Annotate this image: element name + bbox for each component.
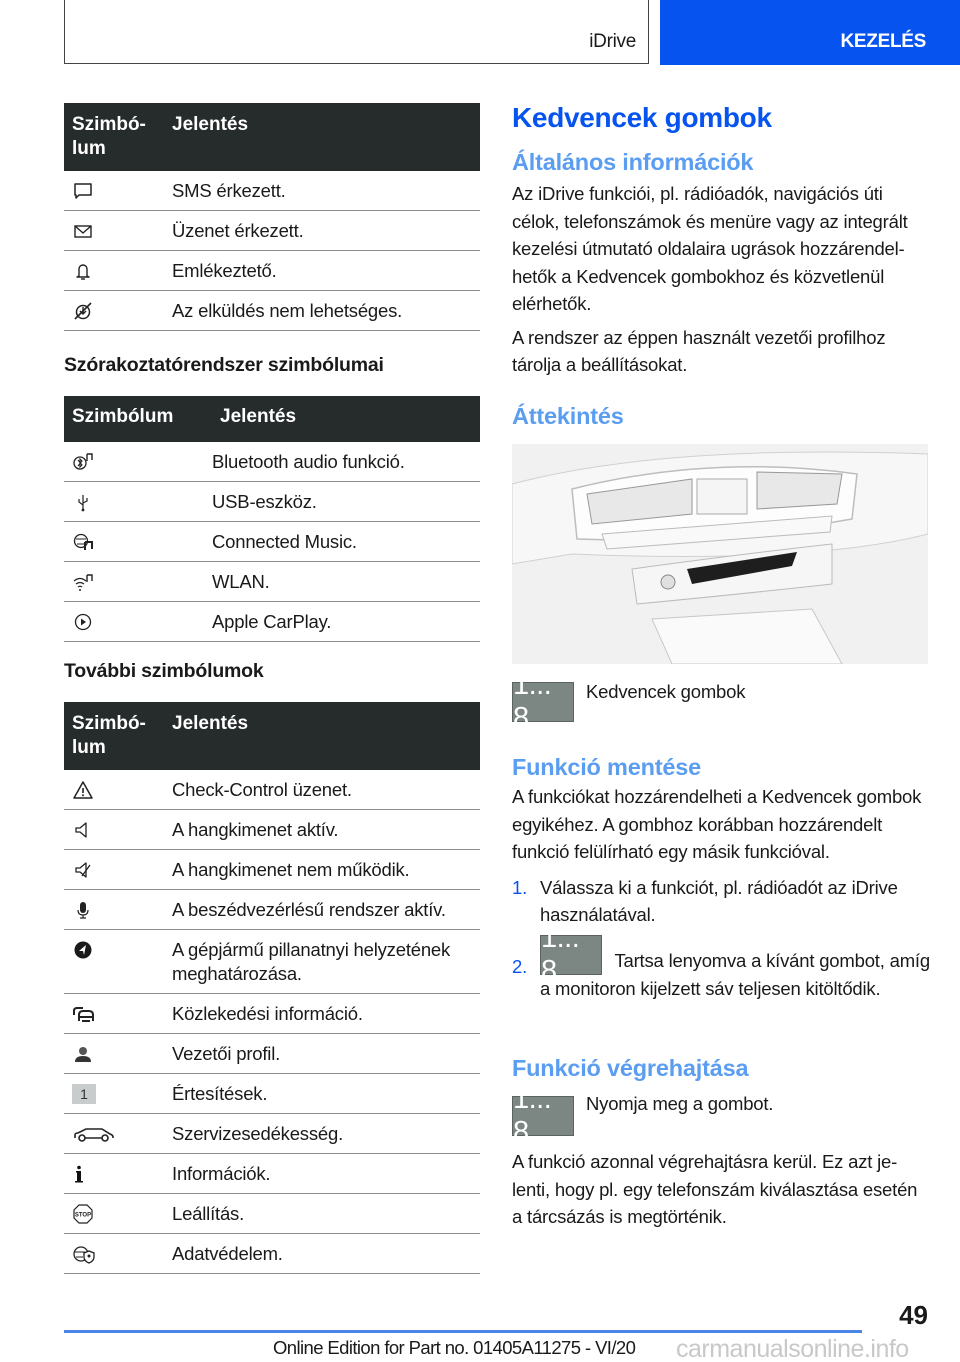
general-info-paragraph-1: Az iDrive funkciói, pl. rádióadók, navigációs úti célok, telefonszámok és menüre vagy az integrált kezelési útmutató oldalaira ugrások hozzárendelhetők a Kedvencek gombokhoz és közvetlenül elérhetők. (512, 183, 908, 314)
row-text: Értesítések. (172, 1083, 268, 1104)
row-text: Adatvédelem. (172, 1243, 283, 1264)
wlan-music-icon (72, 571, 94, 593)
row-text: Connected Music. (212, 531, 357, 552)
row-text: WLAN. (212, 571, 270, 592)
page-title: Kedvencek gombok (512, 102, 772, 133)
row-text: Információk. (172, 1163, 271, 1184)
table-row (64, 251, 480, 291)
sms-bubble-icon (72, 180, 94, 202)
envelope-icon (72, 220, 94, 242)
traffic-info-icon (72, 1003, 98, 1025)
row-text: Emlékeztető. (172, 260, 277, 281)
header-symbol-line2: lum (72, 138, 106, 159)
entertainment-symbol-table (64, 396, 480, 642)
header-meaning: Jelentés (220, 406, 297, 427)
table-row (64, 482, 480, 522)
header-chapter-label: KEZELÉS (840, 31, 926, 52)
table-row (64, 1114, 480, 1154)
row-text: Szervizesedékesség. (172, 1123, 344, 1144)
header-meaning: Jelentés (172, 713, 249, 734)
save-function-paragraph: A funkciókat hozzárendelheti a Kedvencek gombok egyikéhez. A gombhoz korábban hozzárendelt funkció felülírható egy másik funkcióval. (512, 786, 922, 862)
row-text: Apple CarPlay. (212, 611, 332, 632)
header-symbol: Szimbólum (72, 406, 174, 427)
step-text: Válassza ki a funkciót, pl. rádióadót az iDrive használatával. (540, 876, 898, 925)
carplay-icon (72, 611, 94, 633)
row-text: Vezetői profil. (172, 1043, 281, 1064)
driver-profile-icon (72, 1043, 94, 1065)
row-text: SMS érkezett. (172, 180, 286, 201)
table-row (64, 1194, 480, 1234)
table-row (64, 930, 480, 994)
header-symbol-line1: Szimbó- (72, 114, 146, 135)
overview-caption-row (512, 669, 932, 734)
info-icon (72, 1163, 94, 1185)
svg-text:STOP: STOP (74, 1212, 92, 1219)
execute-function-heading: Funkció végrehajtása (512, 1055, 749, 1081)
car-service-icon (72, 1123, 116, 1145)
row-text: Közlekedési információ. (172, 1003, 363, 1024)
overview-heading: Áttekintés (512, 402, 624, 429)
save-function-heading: Funkció mentése (512, 754, 701, 780)
execute-paragraph: A funkció azonnal végrehajtásra kerül. Ez azt jelenti, hogy pl. egy telefonszám kiválasztása esetén a tárcsázás is megtörténik. (512, 1151, 918, 1227)
microphone-icon (72, 899, 94, 921)
table-header (64, 103, 480, 171)
row-text: Leállítás. (172, 1203, 245, 1224)
header-symbol (72, 113, 172, 161)
step-body (540, 921, 930, 1003)
header-section-label: iDrive (589, 31, 636, 52)
messages-symbol-table (64, 103, 480, 331)
table-row (64, 1154, 480, 1194)
table-row (64, 810, 480, 850)
step-number: 2. (512, 955, 528, 977)
table-row (64, 770, 480, 810)
other-symbols-section-title: További szimbólumok (64, 660, 264, 682)
table-row (64, 291, 480, 331)
step-number: 1. (512, 876, 528, 898)
footer-divider (64, 1330, 862, 1333)
execute-badge-row (512, 1083, 932, 1148)
caption-row (512, 669, 932, 734)
favourite-buttons-badge: 1... 8 (512, 682, 574, 722)
execute-function-section (512, 1055, 932, 1231)
table-row (64, 994, 480, 1034)
stop-icon (72, 1203, 94, 1225)
table-row (64, 1074, 480, 1114)
footer-watermark: carmanualsonline.info (676, 1335, 909, 1362)
row-text: Check-Control üzenet. (172, 779, 352, 800)
speaker-icon (72, 819, 94, 841)
table-row (64, 850, 480, 890)
table-row (64, 442, 480, 482)
favourites-content (512, 102, 932, 430)
table-row (64, 602, 480, 642)
row-text: A hangkimenet nem működik. (172, 859, 410, 880)
favourite-buttons-badge: 1... 8 (540, 935, 602, 975)
send-disabled-icon (72, 300, 94, 322)
row-text: A hangkimenet aktív. (172, 819, 339, 840)
footer-edition: Online Edition for Part no. 01405A11275 - VI/20 (273, 1337, 636, 1358)
header-symbol-line2: lum (72, 737, 106, 758)
other-symbol-table (64, 702, 480, 1274)
step-text: Tartsa lenyomva a kívánt gombot, amíg a monitoron kijelzett sáv teljesen kitöltődik. (540, 950, 930, 999)
favourite-buttons-badge: 1... 8 (512, 1096, 574, 1136)
table-row (64, 890, 480, 930)
row-text: A beszédvezérlésű rendszer aktív. (172, 899, 446, 920)
location-arrow-icon (72, 939, 94, 961)
dashboard-illustration (512, 444, 928, 664)
table-header (64, 396, 480, 442)
table-row (64, 1034, 480, 1074)
table-header (64, 702, 480, 770)
header-symbol (72, 712, 172, 760)
step-2 (512, 921, 932, 1003)
row-text: Az elküldés nem lehetséges. (172, 300, 403, 321)
speaker-muted-icon (72, 859, 94, 881)
table-row (64, 171, 480, 211)
row-text: Bluetooth audio funkció. (212, 451, 405, 472)
header-section-box (64, 0, 649, 64)
notification-count-icon: 1 (72, 1084, 96, 1104)
entertainment-section-title: Szórakoztatórendszer szimbólumai (64, 354, 384, 376)
header-chapter-tab (660, 0, 960, 65)
step-1 (512, 874, 932, 929)
overview-caption: Kedvencek gombok (586, 681, 746, 702)
table-row (64, 1234, 480, 1274)
usb-icon (72, 491, 94, 513)
table-row (64, 211, 480, 251)
data-privacy-icon (72, 1243, 98, 1265)
row-text: USB-eszköz. (212, 491, 317, 512)
table-row (64, 562, 480, 602)
warning-triangle-icon (72, 779, 94, 801)
bell-icon (72, 260, 94, 282)
save-function-section (512, 754, 932, 1002)
table-row (64, 522, 480, 562)
bluetooth-audio-icon (72, 451, 94, 473)
connected-music-icon (72, 531, 94, 553)
general-info-paragraph-2: A rendszer az éppen használt vezetői profilhoz tárolja a beállításokat. (512, 326, 886, 375)
execute-badge-text: Nyomja meg a gombot. (586, 1093, 774, 1114)
header-meaning: Jelentés (172, 114, 249, 135)
row-text: Üzenet érkezett. (172, 220, 304, 241)
row-text: A gépjármű pillanatnyi helyzetének meghatározása. (172, 939, 451, 984)
header-symbol-line1: Szimbó- (72, 713, 146, 734)
page-number: 49 (899, 1300, 928, 1330)
general-info-heading: Általános információk (512, 149, 754, 175)
